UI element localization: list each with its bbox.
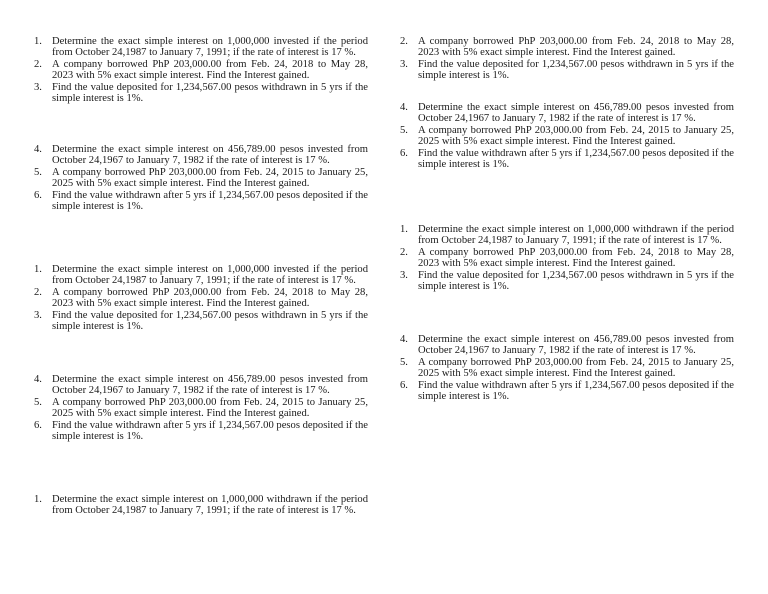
question-text: Determine the exact simple interest on 456,789.00 pesos invested from October 24,1967 to January 7, 1982 if the rate of interest is 17 %. bbox=[52, 144, 368, 167]
question-item bbox=[400, 357, 734, 380]
question-item bbox=[400, 380, 734, 403]
question-number: 1. bbox=[34, 264, 42, 275]
question-number: 6. bbox=[400, 379, 408, 391]
question-number: 4. bbox=[34, 144, 42, 155]
question-text: Find the value withdrawn after 5 yrs if 1,234,567.00 pesos deposited if the simple interest is 1%. bbox=[52, 419, 368, 443]
question-block-5 bbox=[34, 494, 368, 517]
question-text: Determine the exact simple interest on 456,789.00 pesos invested from October 24,1967 to January 7, 1982 if the rate of interest is 17 %. bbox=[418, 334, 734, 357]
question-text: A company borrowed PhP 203,000.00 from Feb. 24, 2015 to January 25, 2025 with 5% exact simple interest. Find the Interest gained. bbox=[418, 124, 734, 148]
question-number: 6. bbox=[34, 189, 42, 201]
question-text: A company borrowed PhP 203,000.00 from Feb. 24, 2018 to May 28, 2023 with 5% exact simple interest. Find the Interest gained. bbox=[418, 36, 734, 59]
question-text: Find the value deposited for 1,234,567.00 pesos withdrawn in 5 yrs if the simple interest is 1%. bbox=[418, 269, 734, 293]
question-number: 5. bbox=[400, 124, 408, 136]
question-item bbox=[400, 270, 734, 293]
question-number: 1. bbox=[34, 36, 42, 47]
question-number: 4. bbox=[400, 334, 408, 345]
question-item bbox=[400, 247, 734, 270]
question-number: 3. bbox=[400, 269, 408, 281]
question-item bbox=[34, 167, 368, 190]
question-text: Determine the exact simple interest on 1,000,000 invested if the period from October 24,1987 to January 7, 1991; if the rate of interest is 17 %. bbox=[52, 36, 368, 59]
question-item bbox=[34, 310, 368, 333]
question-item bbox=[34, 59, 368, 82]
question-text: A company borrowed PhP 203,000.00 from Feb. 24, 2015 to January 25, 2025 with 5% exact simple interest. Find the Interest gained. bbox=[418, 356, 734, 380]
question-number: 3. bbox=[34, 81, 42, 93]
question-number: 3. bbox=[400, 58, 408, 70]
question-text: Find the value withdrawn after 5 yrs if 1,234,567.00 pesos deposited if the simple interest is 1%. bbox=[52, 189, 368, 213]
question-text: A company borrowed PhP 203,000.00 from Feb. 24, 2018 to May 28, 2023 with 5% exact simple interest. Find the Interest gained. bbox=[52, 58, 368, 82]
question-block-2 bbox=[400, 102, 734, 170]
question-number: 4. bbox=[400, 102, 408, 113]
question-text: A company borrowed PhP 203,000.00 from Feb. 24, 2015 to January 25, 2025 with 5% exact simple interest. Find the Interest gained. bbox=[52, 166, 368, 190]
question-block-3 bbox=[400, 224, 734, 292]
question-number: 5. bbox=[34, 396, 42, 408]
question-block-2 bbox=[34, 144, 368, 212]
question-block-4 bbox=[400, 334, 734, 402]
question-item bbox=[34, 264, 368, 287]
question-text: Determine the exact simple interest on 1,000,000 invested if the period from October 24,1987 to January 7, 1991; if the rate of interest is 17 %. bbox=[52, 264, 368, 287]
question-item bbox=[34, 374, 368, 397]
question-number: 6. bbox=[34, 419, 42, 431]
question-text: Find the value withdrawn after 5 yrs if 1,234,567.00 pesos deposited if the simple interest is 1%. bbox=[418, 147, 734, 171]
question-number: 2. bbox=[34, 58, 42, 70]
question-item bbox=[34, 420, 368, 443]
question-item bbox=[400, 334, 734, 357]
question-block-3 bbox=[34, 264, 368, 332]
question-number: 4. bbox=[34, 374, 42, 385]
question-text: Determine the exact simple interest on 1,000,000 withdrawn if the period from October 24,1987 to January 7, 1991; if the rate of interest is 17 %. bbox=[52, 494, 368, 517]
question-text: Determine the exact simple interest on 1,000,000 withdrawn if the period from October 24,1987 to January 7, 1991; if the rate of interest is 17 %. bbox=[418, 224, 734, 247]
question-text: Find the value deposited for 1,234,567.00 pesos withdrawn in 5 yrs if the simple interest is 1%. bbox=[52, 81, 368, 105]
question-text: Find the value deposited for 1,234,567.00 pesos withdrawn in 5 yrs if the simple interest is 1%. bbox=[52, 309, 368, 333]
question-item bbox=[400, 125, 734, 148]
question-item bbox=[400, 102, 734, 125]
question-item bbox=[400, 36, 734, 59]
question-text: Find the value deposited for 1,234,567.00 pesos withdrawn in 5 yrs if the simple interest is 1%. bbox=[418, 58, 734, 82]
question-item bbox=[34, 397, 368, 420]
question-block-1 bbox=[34, 36, 368, 104]
question-item bbox=[34, 82, 368, 105]
question-text: Determine the exact simple interest on 456,789.00 pesos invested from October 24,1967 to January 7, 1982 if the rate of interest is 17 %. bbox=[52, 374, 368, 397]
question-number: 1. bbox=[34, 494, 42, 505]
question-number: 5. bbox=[34, 166, 42, 178]
question-number: 1. bbox=[400, 224, 408, 235]
question-text: A company borrowed PhP 203,000.00 from Feb. 24, 2018 to May 28, 2023 with 5% exact simple interest. Find the Interest gained. bbox=[52, 286, 368, 310]
question-item bbox=[400, 148, 734, 171]
question-number: 5. bbox=[400, 356, 408, 368]
question-number: 2. bbox=[34, 286, 42, 298]
question-block-1 bbox=[400, 36, 734, 82]
question-item bbox=[34, 494, 368, 517]
question-item bbox=[34, 144, 368, 167]
question-item bbox=[400, 59, 734, 82]
question-number: 2. bbox=[400, 246, 408, 258]
question-number: 2. bbox=[400, 36, 408, 47]
question-item bbox=[34, 190, 368, 213]
question-text: Determine the exact simple interest on 456,789.00 pesos invested from October 24,1967 to January 7, 1982 if the rate of interest is 17 %. bbox=[418, 102, 734, 125]
question-number: 6. bbox=[400, 147, 408, 159]
question-block-4 bbox=[34, 374, 368, 442]
question-text: A company borrowed PhP 203,000.00 from Feb. 24, 2018 to May 28, 2023 with 5% exact simple interest. Find the Interest gained. bbox=[418, 246, 734, 270]
question-item bbox=[400, 224, 734, 247]
question-text: A company borrowed PhP 203,000.00 from Feb. 24, 2015 to January 25, 2025 with 5% exact simple interest. Find the Interest gained. bbox=[52, 396, 368, 420]
question-text: Find the value withdrawn after 5 yrs if 1,234,567.00 pesos deposited if the simple interest is 1%. bbox=[418, 379, 734, 403]
question-item bbox=[34, 287, 368, 310]
question-item bbox=[34, 36, 368, 59]
question-number: 3. bbox=[34, 309, 42, 321]
